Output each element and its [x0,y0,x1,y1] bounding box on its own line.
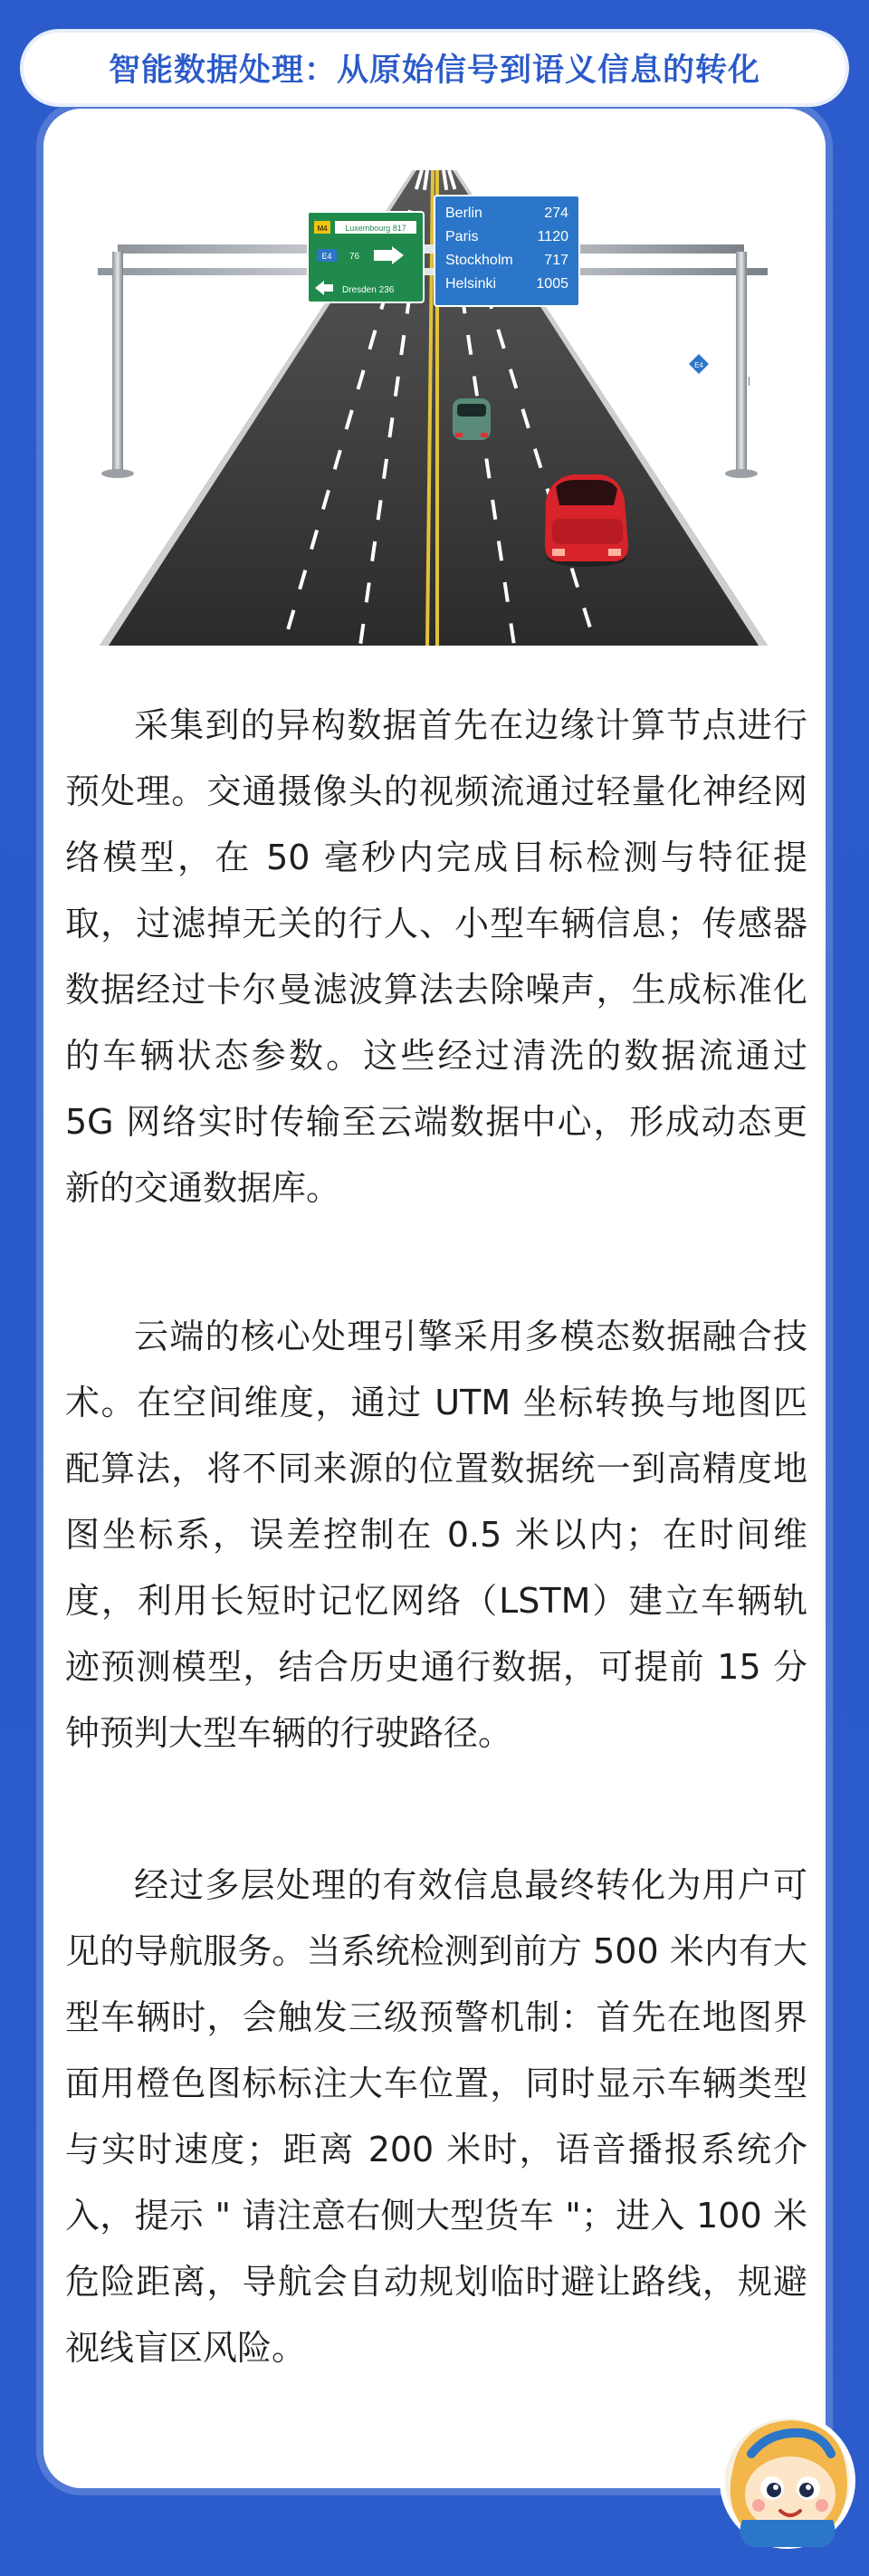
sign-dist-2: 76 [349,252,360,262]
red-car [545,474,628,567]
paragraph-2: 云端的核心处理引擎采用多模态数据融合技术。在空间维度，通过 UTM 坐标转换与地图匹配算法，将不同来源的位置数据统一到高精度地图坐标系，误差控制在 0.5 米以内；在时间维度，利用长短时记忆网络（LSTM）建立车辆轨迹预测模型，结合历史通行数据，可提前 15 分钟预判大型车辆的行驶路径。 [65,1317,807,1753]
sign-row-city-0: Berlin [445,206,482,221]
highway-illustration [80,161,789,650]
title-banner [20,29,849,107]
mascot-character-icon [715,2404,860,2553]
sign-city-1: Luxembourg 817 [345,224,406,233]
paragraph-3: 经过多层处理的有效信息最终转化为用户可见的导航服务。当系统检测到前方 500 米内有大型车辆时，会触发三级预警机制：首先在地图界面用橙色图标标注大车位置，同时显示车辆类型与实时速度；距离 200 米时，语音播报系统介入，提示 " 请注意右侧大型货车 "；进入 100 米危险距离，导航会自动规划临时避让路线，规避视线盲区风险。 [65,1865,807,2368]
sign-row-dist-2: 717 [544,253,568,268]
page-title: 智能数据处理：从原始信号到语义信息的转化 [108,53,760,89]
side-marker-label: E4 [694,361,703,369]
green-car [453,398,491,440]
sign-row-city-3: Helsinki [445,276,497,292]
paragraph-1: 采集到的异构数据首先在边缘计算节点进行预处理。交通摄像头的视频流通过轻量化神经网络模型，在 50 毫秒内完成目标检测与特征提取，过滤掉无关的行人、小型车辆信息；传感器数据经过卡尔曼滤波算法去除噪声，生成标准化的车辆状态参数。这些经过清洗的数据流通过 5G 网络实时传输至云端数据中心，形成动态更新的交通数据库。 [65,705,807,1208]
sign-row-city-2: Stockholm [445,253,513,268]
sign-route-label: M4 [317,225,328,233]
right-distance-sign [434,196,579,306]
sign-row-dist-3: 1005 [536,276,568,292]
sign-route-2: E4 [321,252,332,261]
sign-row-dist-0: 274 [544,206,568,221]
left-direction-sign [308,212,424,302]
sign-row-dist-1: 1120 [537,229,568,244]
sign-city-3: Dresden 236 [342,285,395,295]
sign-row-city-1: Paris [445,229,479,244]
